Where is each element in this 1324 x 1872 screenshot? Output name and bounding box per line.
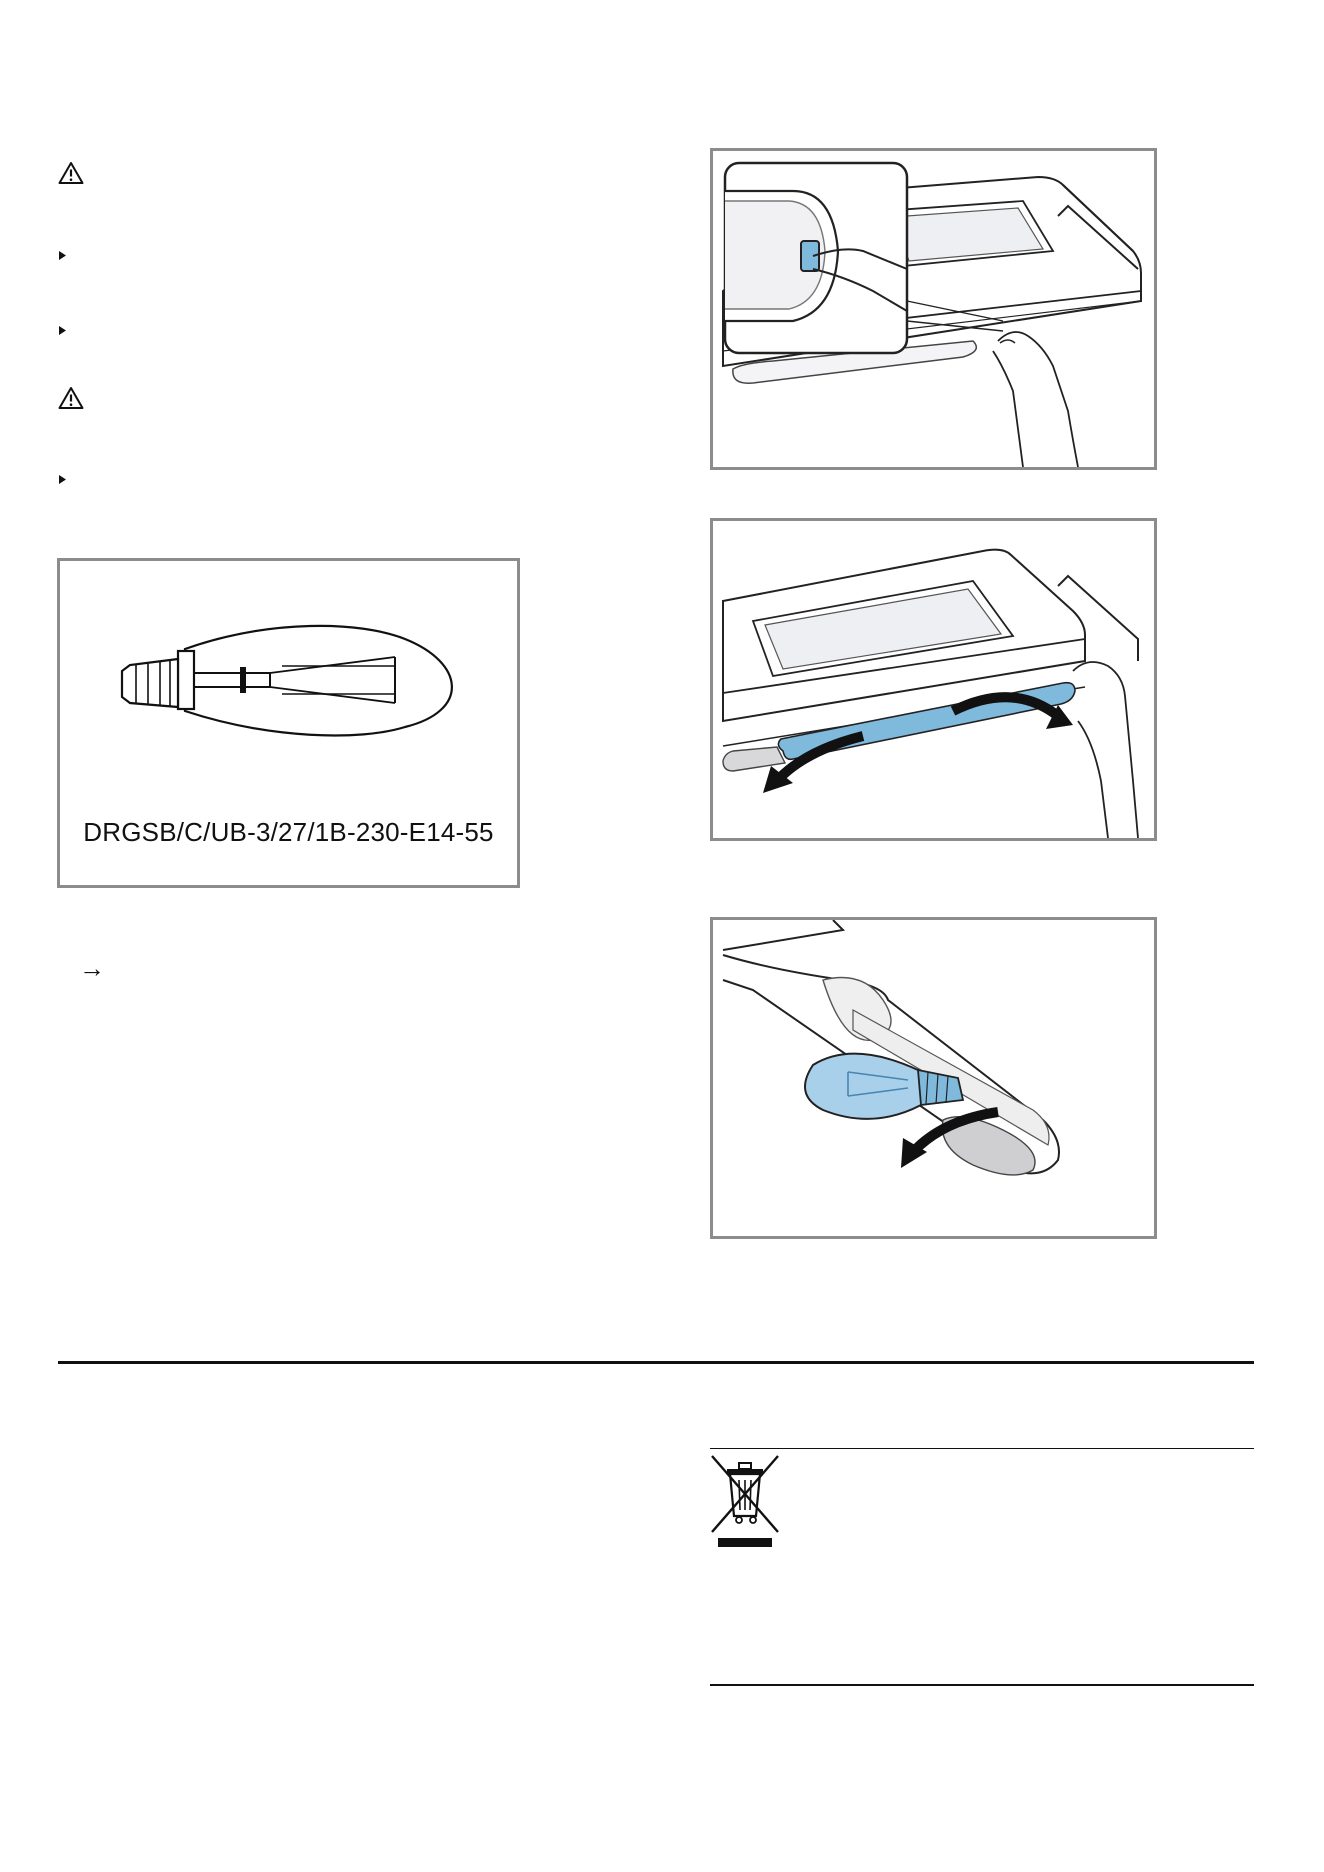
step-3-figure <box>710 917 1157 1239</box>
box-top-rule <box>710 1448 1254 1449</box>
bullet-icon <box>58 250 67 261</box>
cover-release-illustration <box>713 151 1154 467</box>
warning-icon <box>58 161 84 185</box>
bullet-icon <box>58 325 67 336</box>
box-bottom-rule <box>710 1684 1254 1686</box>
bullet-icon <box>58 474 67 485</box>
bulb-figure <box>57 558 520 888</box>
cover-removal-illustration <box>713 521 1154 838</box>
weee-bin-icon <box>710 1452 780 1548</box>
arrow-icon: → <box>79 953 105 983</box>
bulb-removal-illustration <box>713 920 1154 1236</box>
step-2-figure <box>710 518 1157 841</box>
bulb-label: DRGSB/C/UB-3/27/1B-230-E14-55 <box>83 817 494 847</box>
warning-icon <box>58 386 84 410</box>
section-divider <box>58 1361 1254 1364</box>
step-1-figure <box>710 148 1157 470</box>
